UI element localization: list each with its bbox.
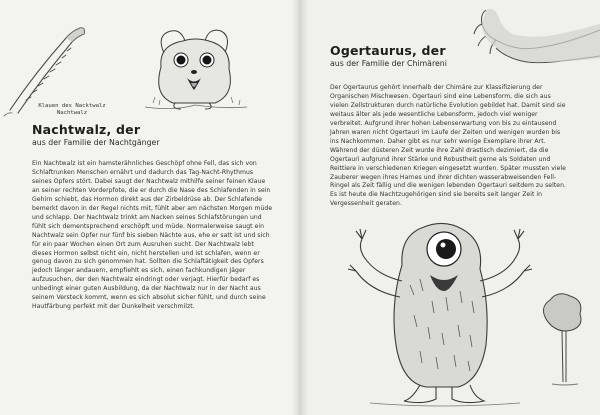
claw-caption-line2: Nachtwalz: [56, 110, 88, 116]
right-page-title: Ogertaurus, der: [330, 43, 446, 58]
nachtwalz-illustration: [135, 15, 255, 115]
ogertaurus-illustration: [340, 205, 540, 410]
left-page-body: Ein Nachtwalz ist ein hamsterähnliches Geschöpf ohne Fell, das sich von Schlaftrunken Menschen ernährt und dadurch das Tag-Nacht-Rhythmus seines Opfers stört. Dabei saugt der Nachtwalz mithilfe seiner feinen Klaue an seiner rechten Vorderpfote, die er durch die Nase des Schlafenden in sein Gehirn schiebt, das Hormon direkt aus der Zirbeldrüse ab. Der Schlafende bemerkt davon in der Regel nichts mit, fühlt aber am nächsten Morgen müde und schlapp. Der Nachtwalz trinkt am Nacken seines Schlafstörungen und fühlt sich dementsprechend erschöpft und müde. Normalerweise saugt ein Nachtwalz sein Opfer nur fünf bis sieben Nächte aus, ehe er satt ist und sich für ein paar Wochen einen Ort zum Ausruhen sucht. Der Nachtwalz lebt dieses Hormon selbst nicht ein, nicht herstellen und ist schlafen, wenn er genug davon zu sich genommen hat. Sollten die Schlaftätigkeit des Opfers jedoch länger andauern, empfiehlt es sich, einen fachkundigen Jäger aufzusuchen, der den Nachtwalz eindringt oder verjagt. Hierfür bedarf es unbedingt einer guten Ausbildung, da der Nachtwalz nur in der Nacht aus seinem Versteck kommt, wenn es sich absolut sicher fühlt, und durch seine Hautfärbung perfekt mit der Dunkelheit verschmilzt.: [32, 160, 273, 311]
right-page-subtitle: aus der Familie der Chimäreni: [330, 59, 447, 68]
left-page-subtitle: aus der Familie der Nachtgänger: [32, 138, 160, 147]
book-gutter: [292, 0, 308, 415]
right-page-body: Der Ogertaurus gehört innerhalb der Chimäre zur Klassifizierung der Organischen Mischwesen. Ogertauri sind eine Lebensform, die sich aus vielen Zellstrukturen durch natürliche Evolution gebildet hat. Damit sind sie weitaus älter als jede wesentliche Lebensform, jedoch viel weniger verbreitet. Aufgrund ihrer hohen Lebenserwartung von bis zu eintausend Jahren waren nicht Ogertauri im Laufe der Zeiten und wenigen wurden bis ins Nachkommen. Daher gibt es nur sehr wenige Exemplare ihrer Art. Während der düsteren Zeit wurde ihre Zahl drastisch dezimiert, da die Ogertauri aufgrund ihrer Stärke und Robustheit gerne als Soldaten und Reittiere in verschiedenen Kriegen eingesetzt wurden. Später mussten viele Zauberer wegen ihres Harnes und ihrer dichten wasserabweisenden Fell-Ringel als Zeit fällig und die wenigen lebenden Ogertauri seitdem zu selten. Es ist heute die Nachtzugehörigen sind sie bereits seit langer Zeit in Vergessenheit geraten.: [330, 84, 566, 208]
right-page: [300, 0, 600, 415]
claw-caption-line1: Klauen des Nacktwalz: [38, 103, 106, 109]
paw-illustration: [472, 0, 600, 80]
tree-illustration: [538, 290, 588, 390]
claw-caption: [22, 103, 122, 117]
left-page-title: Nachtwalz, der: [32, 122, 141, 137]
